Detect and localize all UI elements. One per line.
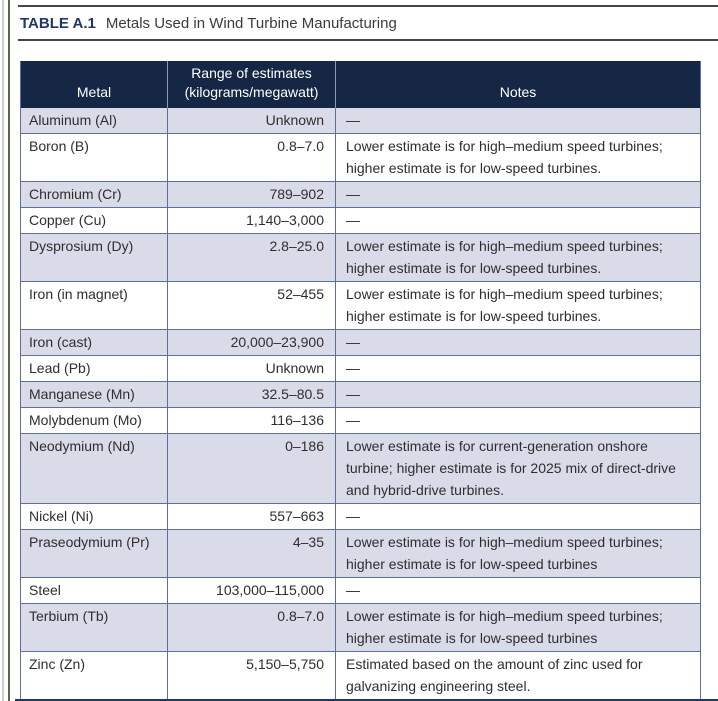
header-metal: [21, 61, 168, 108]
notes-cell: Lower estimate is for high–medium speed turbines; higher estimate is for low-speed turbines: [336, 604, 701, 652]
page-edge-line-gray: [2, 0, 4, 701]
table-body: [21, 108, 701, 699]
metal-cell: Iron (in magnet): [21, 282, 168, 330]
range-cell: 0.8–7.0: [168, 134, 336, 182]
range-cell: 0–186: [168, 434, 336, 504]
header-notes-label: Notes: [499, 84, 537, 100]
range-cell: 4–35: [168, 530, 336, 578]
table-row: [21, 578, 701, 604]
notes-cell: —: [336, 504, 701, 530]
range-cell: Unknown: [168, 108, 336, 134]
metal-cell: Nickel (Ni): [21, 504, 168, 530]
metal-cell: Manganese (Mn): [21, 382, 168, 408]
metal-cell: Dysprosium (Dy): [21, 234, 168, 282]
table-row: [21, 504, 701, 530]
metal-cell: Neodymium (Nd): [21, 434, 168, 504]
notes-cell: Lower estimate is for high–medium speed turbines; higher estimate is for low-speed turbines: [336, 530, 701, 578]
metals-table: [20, 61, 701, 699]
range-cell: 789–902: [168, 182, 336, 208]
metal-cell: Iron (cast): [21, 330, 168, 356]
notes-cell: Lower estimate is for current-generation onshore turbine; higher estimate is for 2025 mix of direct-drive and hybrid-drive turbines.: [336, 434, 701, 504]
table-container: [20, 61, 700, 699]
notes-cell: —: [336, 382, 701, 408]
table-title: [18, 7, 718, 39]
notes-cell: —: [336, 108, 701, 134]
range-cell: 5,150–5,750: [168, 652, 336, 700]
table-row: [21, 382, 701, 408]
header-notes: [336, 61, 701, 108]
metal-cell: Terbium (Tb): [21, 604, 168, 652]
notes-cell: Lower estimate is for high–medium speed turbines; higher estimate is for low-speed turbines.: [336, 234, 701, 282]
notes-cell: Lower estimate is for high–medium speed turbines; higher estimate is for low-speed turbines.: [336, 134, 701, 182]
metal-cell: Chromium (Cr): [21, 182, 168, 208]
notes-cell: —: [336, 578, 701, 604]
page-edge-line-green: [8, 0, 10, 701]
table-row: [21, 108, 701, 134]
table-row: [21, 604, 701, 652]
metal-cell: Molybdenum (Mo): [21, 408, 168, 434]
range-cell: 20,000–23,900: [168, 330, 336, 356]
metal-cell: Lead (Pb): [21, 356, 168, 382]
header-range-line2: (kilograms/megawatt): [184, 84, 319, 100]
table-row: [21, 408, 701, 434]
range-cell: 116–136: [168, 408, 336, 434]
metal-cell: Steel: [21, 578, 168, 604]
notes-cell: —: [336, 356, 701, 382]
metal-cell: Aluminum (Al): [21, 108, 168, 134]
table-row: [21, 652, 701, 700]
range-cell: 557–663: [168, 504, 336, 530]
header-range: [168, 61, 336, 108]
notes-cell: —: [336, 408, 701, 434]
range-cell: 2.8–25.0: [168, 234, 336, 282]
table-row: [21, 234, 701, 282]
metal-cell: Praseodymium (Pr): [21, 530, 168, 578]
table-row: [21, 134, 701, 182]
range-cell: 32.5–80.5: [168, 382, 336, 408]
table-row: [21, 330, 701, 356]
header-row: [21, 61, 701, 108]
metal-cell: Copper (Cu): [21, 208, 168, 234]
table-row: [21, 434, 701, 504]
range-cell: 0.8–7.0: [168, 604, 336, 652]
notes-cell: Estimated based on the amount of zinc used for galvanizing engineering steel.: [336, 652, 701, 700]
document-content: [18, 0, 718, 701]
notes-cell: Lower estimate is for high–medium speed turbines; higher estimate is for low-speed turbines.: [336, 282, 701, 330]
table-title-label: TABLE A.1: [20, 15, 96, 32]
range-cell: 52–455: [168, 282, 336, 330]
notes-cell: —: [336, 330, 701, 356]
title-underline-rule: [18, 39, 718, 41]
metal-cell: Boron (B): [21, 134, 168, 182]
range-cell: Unknown: [168, 356, 336, 382]
table-row: [21, 208, 701, 234]
range-cell: 1,140–3,000: [168, 208, 336, 234]
table-row: [21, 182, 701, 208]
metal-cell: Zinc (Zn): [21, 652, 168, 700]
table-title-text: Metals Used in Wind Turbine Manufacturing: [105, 15, 397, 32]
notes-cell: —: [336, 208, 701, 234]
header-range-line1: Range of estimates: [191, 65, 312, 81]
table-row: [21, 282, 701, 330]
header-metal-label: Metal: [76, 84, 112, 100]
notes-cell: —: [336, 182, 701, 208]
table-row: [21, 530, 701, 578]
table-row: [21, 356, 701, 382]
table-header: [21, 61, 701, 108]
range-cell: 103,000–115,000: [168, 578, 336, 604]
